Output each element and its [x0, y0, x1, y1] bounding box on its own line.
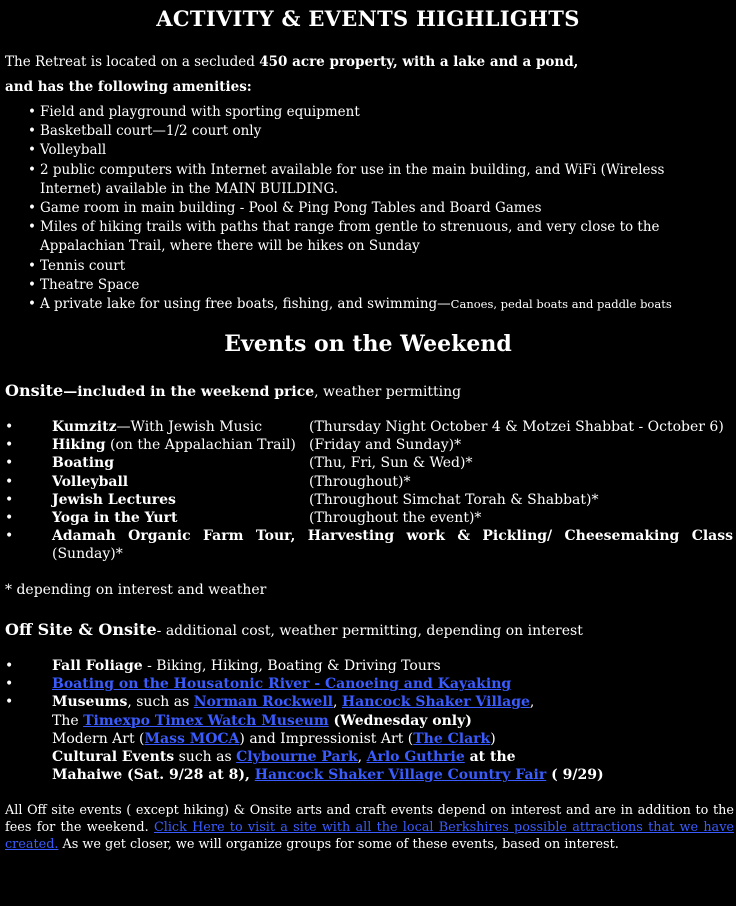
clybourne-park-link[interactable]: Clybourne Park [236, 748, 358, 765]
bullet-icon: • [5, 419, 14, 435]
the-clark-link[interactable]: The Clark [413, 730, 491, 747]
event-when: (Thursday Night October 4 & Motzei Shabbat - October 6) [309, 419, 724, 435]
list-item: Cultural Events such as Clybourne Park, Arlo Guthrie at the [52, 748, 516, 765]
bullet-icon: • [5, 455, 14, 472]
bullet-icon: • [5, 491, 14, 508]
list-item: • 2 public computers with Internet available for use in the main building, and WiFi (Wireless Internet) available in the MAIN BUILDING. [28, 161, 718, 199]
onsite-events-list [5, 418, 733, 564]
table-row [5, 491, 733, 509]
table-row [5, 545, 733, 563]
bullet-icon: • [5, 437, 14, 454]
housatonic-boating-link[interactable]: Boating on the Housatonic River - Canoeing and Kayaking [52, 676, 512, 693]
onsite-label: Onsite [5, 381, 64, 400]
event-when: (Friday and Sunday)* [309, 437, 462, 454]
list-item: • Game room in main building - Pool & Ping Pong Tables and Board Games [28, 199, 718, 218]
event-when: (Throughout)* [309, 473, 411, 490]
list-item: • Miles of hiking trails with paths that range from gentle to strenuous, and very close to the Appalachian Trail, where there will be hikes on Sunday [28, 218, 718, 256]
list-item: Modern Art (Mass MOCA) and Impressionist Art (The Clark) [52, 730, 496, 747]
table-row [5, 473, 733, 491]
footer-end-text: As we get closer, we will organize groups for some of these events, based on interest. [58, 836, 619, 852]
intro-text: The Retreat is located on a secluded [5, 54, 260, 70]
intro-line-2 [5, 75, 578, 100]
event-name: Jewish Lectures [52, 491, 176, 508]
lake-text: A private lake for using free boats, fishing, and swimming— [40, 296, 451, 313]
event-when: (Throughout Simchat Torah & Shabbat)* [309, 491, 599, 508]
mass-moca-link[interactable]: Mass MOCA [144, 730, 240, 747]
bullet-icon: • [5, 473, 14, 490]
offsite-events-list [5, 657, 733, 784]
hancock-shaker-village-link[interactable]: Hancock Shaker Village [341, 694, 530, 711]
weather-note: * depending on interest and weather [5, 582, 267, 598]
list-item: • Theatre Space [28, 276, 718, 295]
event-when: (Throughout the event)* [309, 509, 482, 526]
intro-property-text: 450 acre property, with a lake and a pond, [259, 54, 579, 70]
offsite-heading [5, 620, 583, 639]
onsite-rest-text: , weather permitting [314, 384, 462, 400]
onsite-included-text: —included in the weekend price [63, 384, 315, 400]
event-name: Hiking (on the Appalachian Trail) [52, 437, 296, 454]
event-name: Yoga in the Yurt [52, 509, 178, 526]
bullet-icon: • [5, 676, 14, 693]
arlo-guthrie-link[interactable]: Arlo Guthrie [366, 748, 465, 765]
onsite-heading [5, 381, 461, 400]
norman-rockwell-link[interactable]: Norman Rockwell [193, 694, 333, 711]
list-item: • Volleyball [28, 141, 718, 160]
bullet-icon: • [5, 658, 14, 674]
table-row [5, 527, 733, 545]
list-item: • Basketball court—1/2 court only [28, 122, 718, 141]
farm-event-when: (Sunday)* [52, 546, 123, 563]
intro-amenities-text: and has the following amenities: [5, 79, 252, 95]
list-item: • Museums, such as Norman Rockwell, Hancock Shaker Village, [5, 694, 535, 711]
table-row [5, 509, 733, 527]
farm-event-name: Adamah Organic Farm Tour, Harvesting work & Pickling/ Cheesemaking Class [52, 528, 733, 545]
bullet-icon: • [5, 509, 14, 526]
table-row [5, 418, 733, 436]
list-item: The Timexpo Timex Watch Museum (Wednesday only) [52, 712, 472, 729]
bullet-icon: • [5, 694, 14, 711]
event-name: Kumzitz—With Jewish Music [52, 419, 263, 435]
list-item: Mahaiwe (Sat. 9/28 at 8), Hancock Shaker Village Country Fair ( 9/29) [52, 767, 604, 784]
events-heading: Events on the Weekend [224, 331, 512, 357]
list-item [5, 675, 733, 693]
lake-boats-text: Canoes, pedal boats and paddle boats [450, 297, 672, 312]
amenities-list [28, 103, 718, 314]
intro-line-1 [5, 50, 578, 75]
event-name: Volleyball [52, 473, 129, 490]
list-item: • Tennis court [28, 257, 718, 276]
berkshires-attractions-link[interactable]: Click Here to visit a site with all the local Berkshires possible attractions that we have created. [5, 819, 734, 852]
event-when: (Thu, Fri, Sun & Wed)* [309, 455, 473, 472]
table-row [5, 436, 733, 454]
intro-paragraph [5, 50, 578, 100]
timexpo-museum-link[interactable]: Timexpo Timex Watch Museum [83, 712, 329, 729]
footer-text: All Off site events ( except hiking) & Onsite arts and craft events depend on interest and are in addition to the fees for the weekend. [5, 803, 734, 835]
country-fair-link[interactable]: Hancock Shaker Village Country Fair [254, 767, 547, 784]
list-item [28, 295, 718, 314]
page-title: ACTIVITY & EVENTS HIGHLIGHTS [156, 6, 580, 31]
list-item: • Field and playground with sporting equipment [28, 103, 718, 122]
footer-paragraph [5, 803, 734, 853]
offsite-label: Off Site & Onsite [5, 620, 157, 639]
bullet-icon: • [5, 528, 14, 545]
list-item: • Fall Foliage - Biking, Hiking, Boating & Driving Tours [5, 658, 441, 674]
event-name: Boating [52, 455, 114, 472]
offsite-rest-text: - additional cost, weather permitting, depending on interest [156, 623, 583, 639]
table-row [5, 454, 733, 472]
